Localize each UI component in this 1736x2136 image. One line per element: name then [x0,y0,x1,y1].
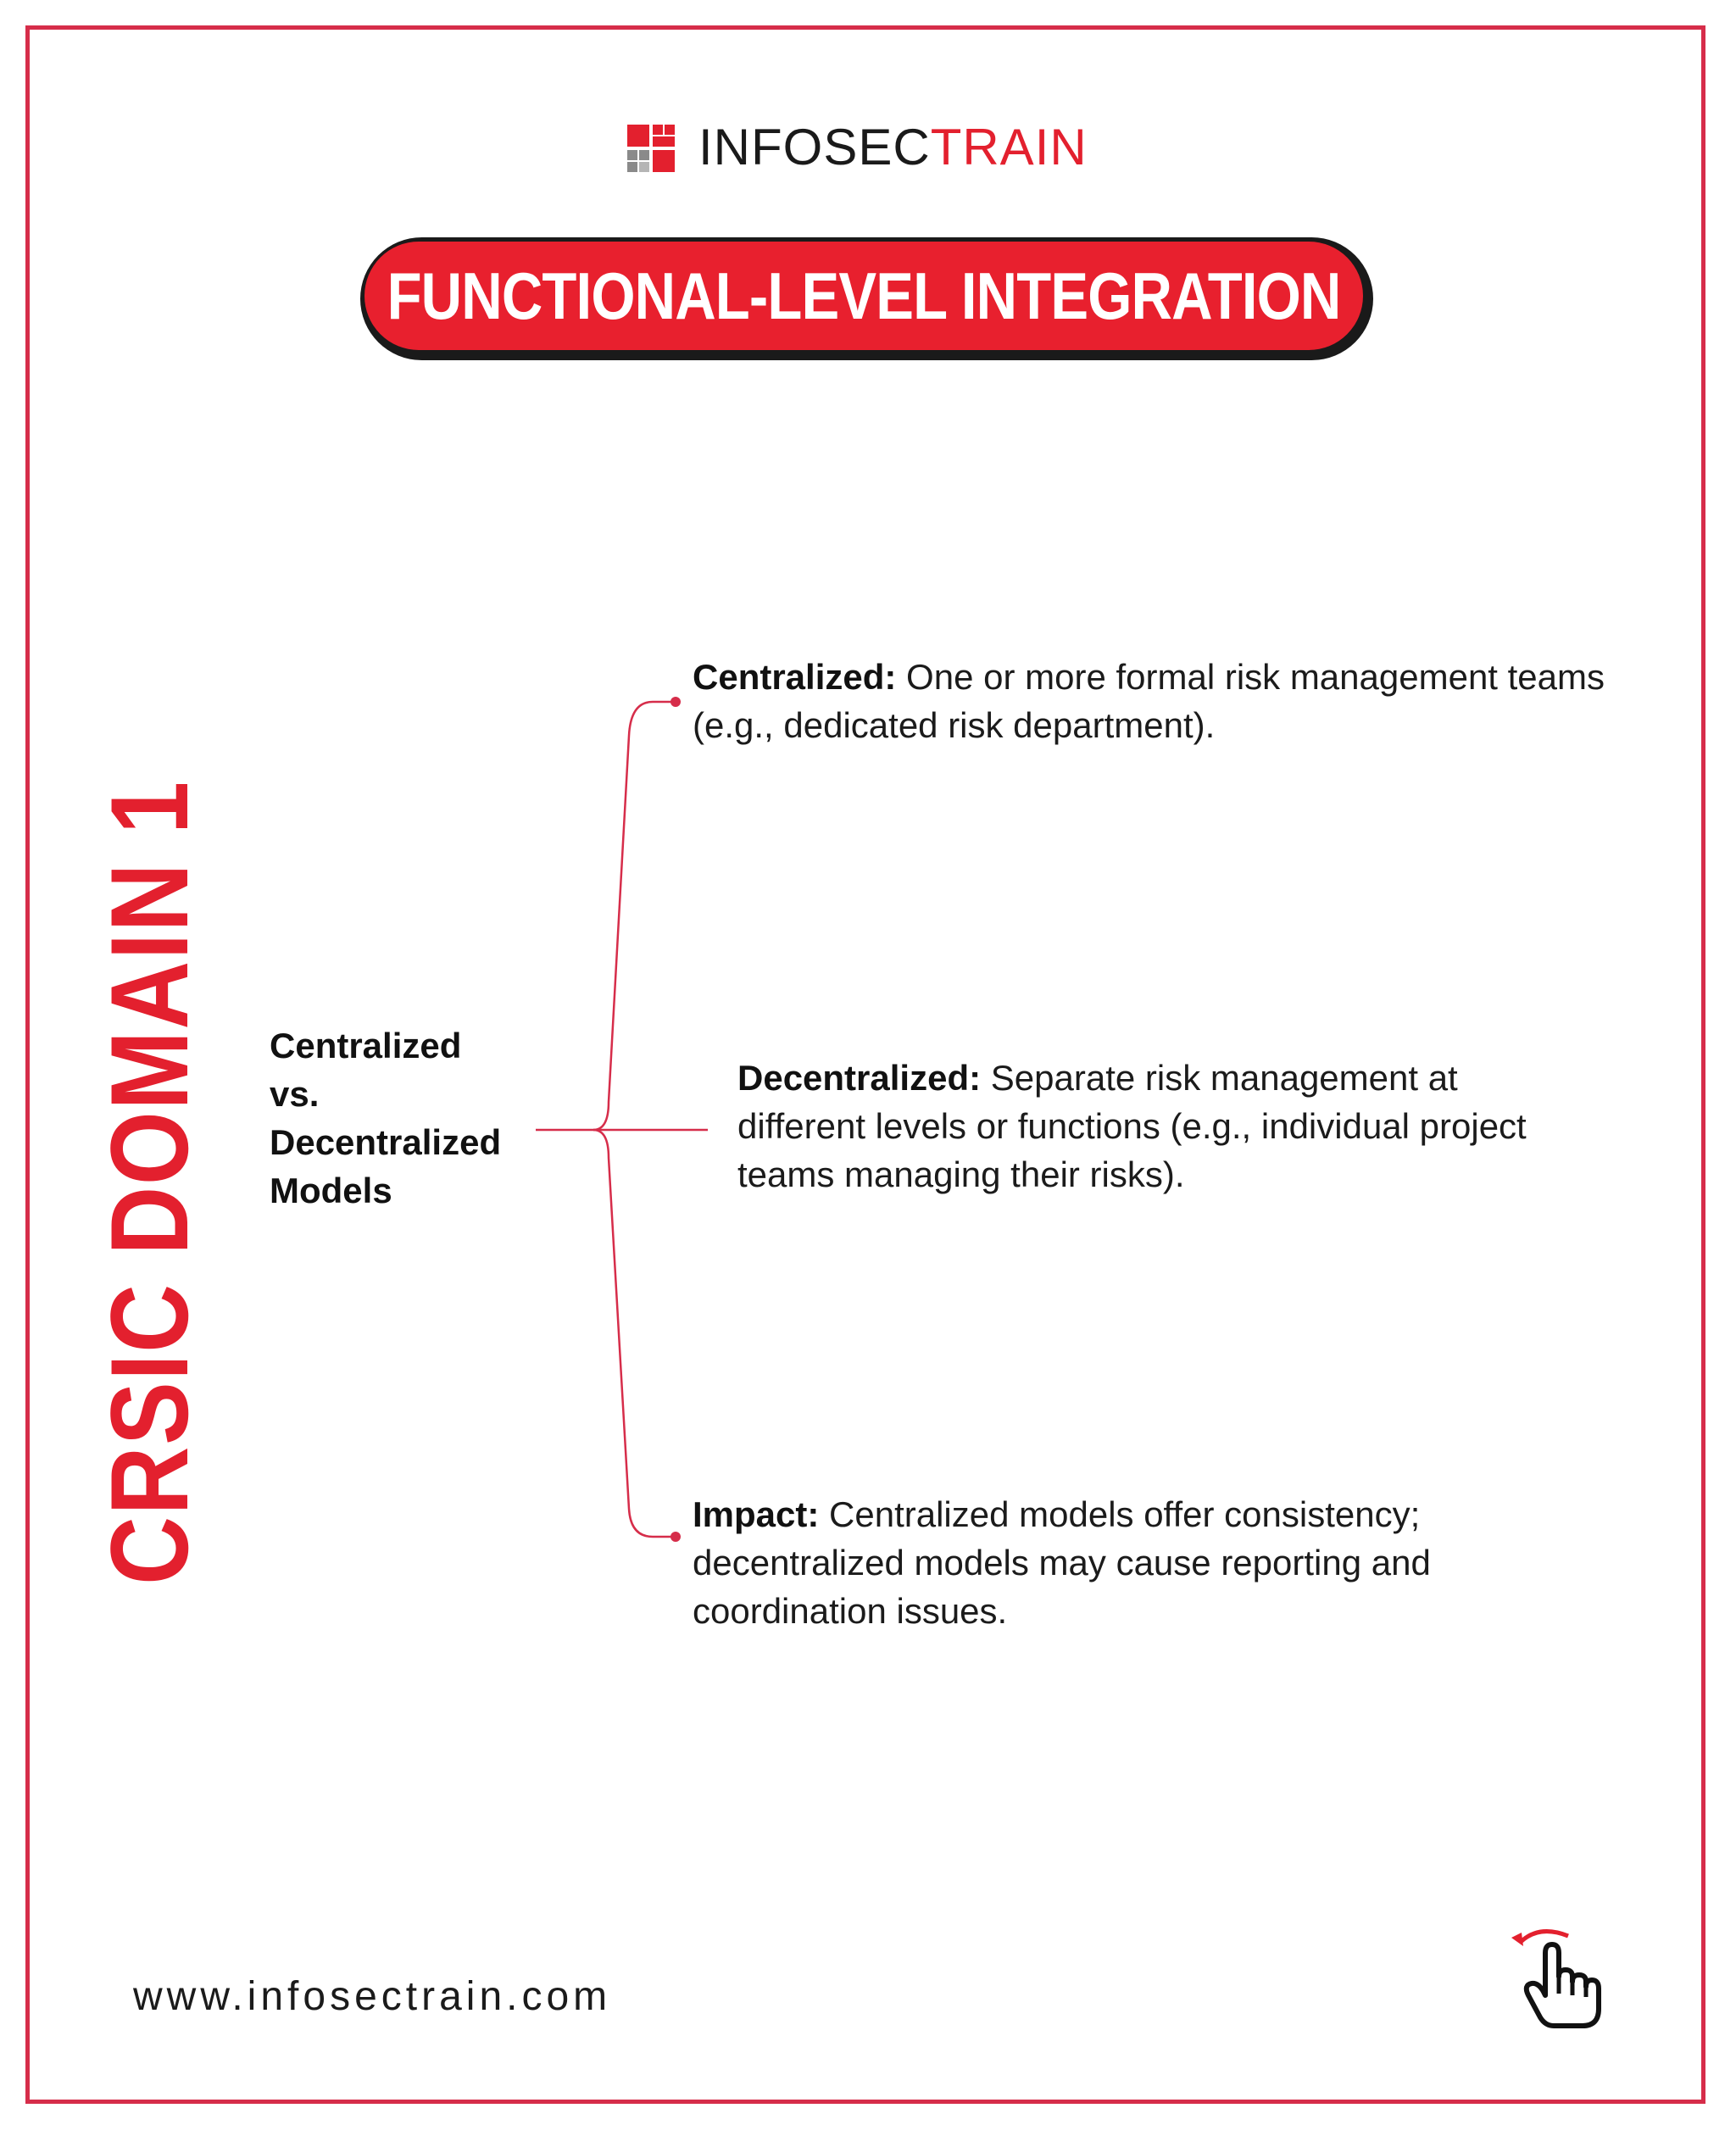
connector-dot [670,1532,681,1542]
branch-text: Separate risk management at different levels or functions (e.g., individual project teams managing their risks). [737,1058,1527,1194]
side-title: CRSIC DOMAIN 1 [87,780,211,1585]
brand-name-part2: TRAIN [930,119,1088,175]
center-node-line: Decentralized [270,1122,502,1162]
branch-text: Centralized models offer consistency; decentralized models may cause reporting and coordination issues. [693,1494,1431,1631]
connector-spine-lower [593,1130,674,1537]
center-node-line: vs. [270,1074,320,1114]
page-title: FUNCTIONAL-LEVEL INTEGRATION [387,258,1341,333]
branch-centralized [693,653,1625,749]
branch-term: Impact: [693,1494,820,1534]
branch-text: One or more formal risk management teams (e.g., dedicated risk department). [693,657,1605,745]
connector-dot [670,697,681,707]
branch-term: Decentralized: [737,1058,982,1098]
center-node-line: Centralized [270,1026,462,1065]
website-url[interactable]: www.infosectrain.com [133,1974,612,2019]
branch-impact [693,1490,1540,1635]
connector-spine [593,702,674,1130]
center-node-line: Models [270,1171,392,1210]
swipe-hand-icon [1505,1917,1606,2032]
branch-decentralized [737,1054,1585,1199]
brand-name-part1: INFOSEC [698,119,931,175]
branch-term: Centralized: [693,657,897,697]
